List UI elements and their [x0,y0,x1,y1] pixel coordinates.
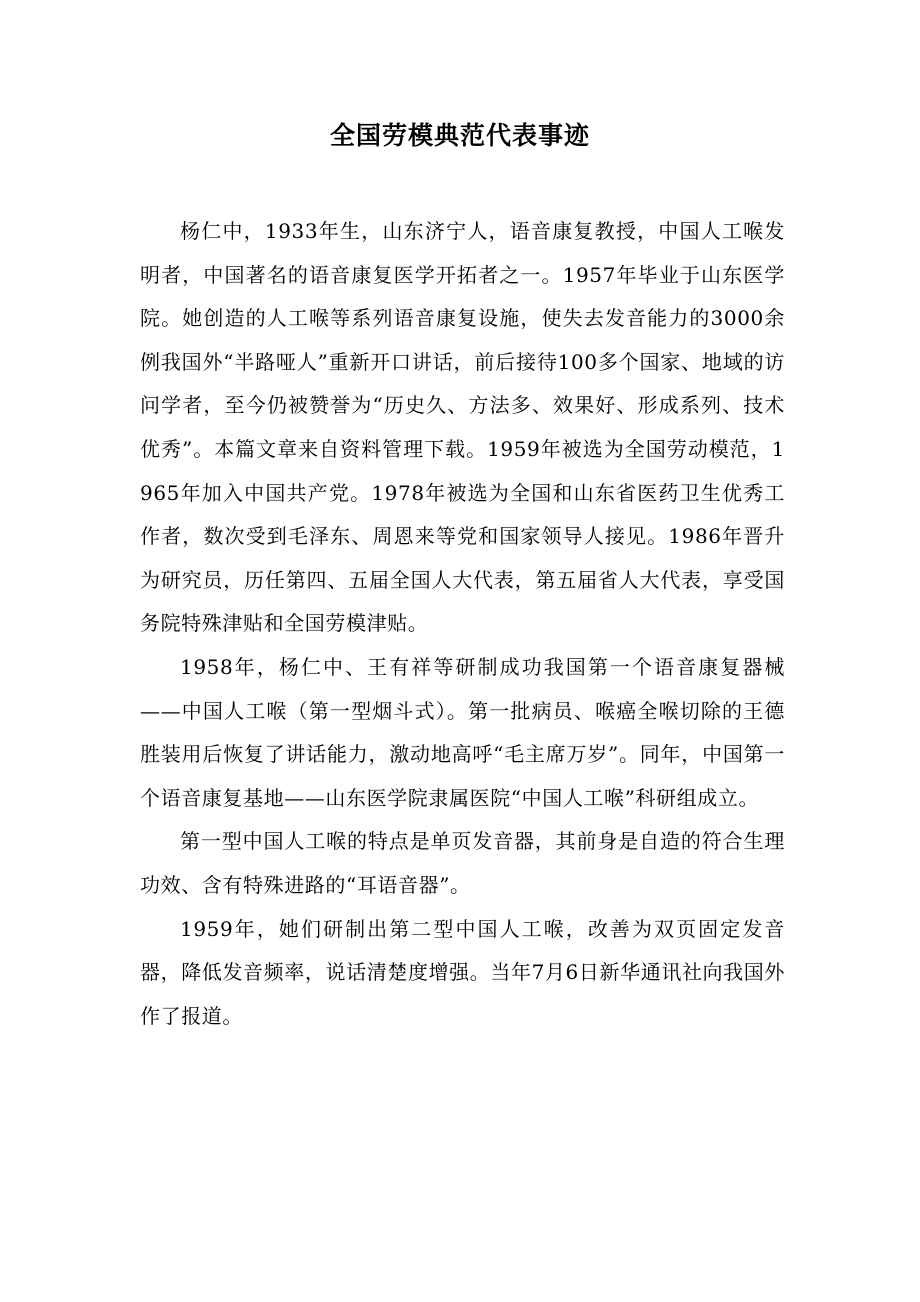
paragraph-4: 1959年，她们研制出第二型中国人工喉，改善为双页固定发音器，降低发音频率，说话清楚度增强。当年7月6日新华通讯社向我国外作了报道。 [140,916,785,1028]
paragraph-1: 杨仁中，1933年生，山东济宁人，语音康复教授，中国人工喉发明者，中国著名的语音康复医学开拓者之一。1957年毕业于山东医学院。她创造的人工喉等系列语音康复设施，使失去发音能力的3000余例我国外“半路哑人”重新开口讲话，前后接待100多个国家、地域的访问学者，至今仍被赞誉为“历史久、方法多、效果好、形成系列、技术优秀”。本篇文章来自资料管理下载。1959年被选为全国劳动模范，1965年加入中国共产党。1978年被选为全国和山东省医药卫生优秀工作者，数次受到毛泽东、周恩来等党和国家领导人接见。1986年晋升为研究员，历任第四、五届全国人大代表，第五届省人大代表，享受国务院特殊津贴和全国劳模津贴。 [140,219,785,636]
document-body [140,210,785,1038]
document-title: 全国劳模典范代表事迹 [329,121,590,150]
paragraph-2: 1958年，杨仁中、王有祥等研制成功我国第一个语音康复器械——中国人工喉（第一型烟斗式）。第一批病员、喉癌全喉切除的王德胜装用后恢复了讲话能力，激动地高呼“毛主席万岁”。同年，中国第一个语音康复基地——山东医学院隶属医院“中国人工喉”科研组成立。 [140,654,785,810]
paragraph-3: 第一型中国人工喉的特点是单页发音器，其前身是自造的符合生理功效、含有特殊进路的“耳语音器”。 [140,829,785,897]
